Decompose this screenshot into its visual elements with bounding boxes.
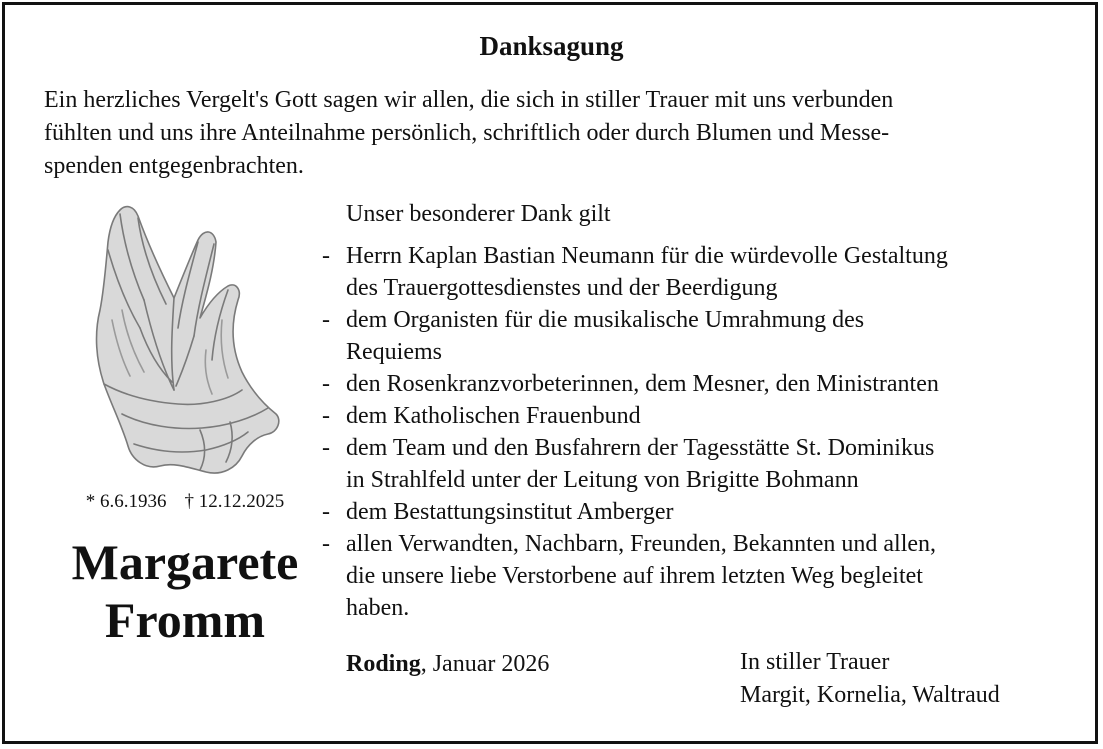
mourners-block [740, 646, 1000, 712]
list-item-line: die unsere liebe Verstorbene auf ihrem letzten Weg begleitet [346, 563, 923, 589]
thanks-lead: Unser besonderer Dank gilt [346, 201, 611, 227]
intro-line: fühlten und uns ihre Anteilnahme persönlich, schriftlich oder durch Blumen und Messe- [44, 120, 890, 146]
life-dates [40, 490, 330, 514]
list-item [322, 240, 948, 304]
first-name: Margarete [71, 534, 299, 590]
list-item-line: dem Bestattungsinstitut Amberger [346, 499, 674, 525]
birth-date: * 6.6.1936 [85, 491, 167, 512]
place-name: Roding [346, 651, 421, 677]
notice-title: Danksagung [479, 31, 624, 61]
last-name: Fromm [104, 592, 266, 648]
praying-hands-icon [82, 200, 282, 480]
list-item-line: haben. [346, 595, 410, 621]
date-text: , Januar 2026 [420, 651, 550, 677]
list-item-line: in Strahlfeld unter der Leitung von Brigitte Bohmann [346, 467, 859, 493]
list-item-line: dem Organisten für die musikalische Umrahmung des [346, 307, 865, 333]
bullet-dash: - [322, 403, 330, 429]
list-item-line: dem Katholischen Frauenbund [346, 403, 641, 429]
bullet-dash: - [322, 435, 330, 461]
death-date: † 12.12.2025 [184, 491, 285, 512]
list-item [322, 400, 948, 432]
mourning-label: In stiller Trauer [740, 649, 890, 675]
thanks-list [322, 240, 948, 624]
bullet-dash: - [322, 499, 330, 525]
list-item-line: allen Verwandten, Nachbarn, Freunden, Bekannten und allen, [346, 531, 937, 557]
list-item [322, 528, 948, 624]
list-item-line: Herrn Kaplan Bastian Neumann für die würdevolle Gestaltung [346, 243, 948, 269]
bullet-dash: - [322, 243, 330, 269]
list-item-line: den Rosenkranzvorbeterinnen, dem Mesner, den Ministranten [346, 371, 939, 397]
bullet-dash: - [322, 371, 330, 397]
bullet-dash: - [322, 531, 330, 557]
list-item-line: Requiems [346, 339, 442, 365]
intro-line: Ein herzliches Vergelt's Gott sagen wir allen, die sich in stiller Trauer mit uns verbunden [44, 87, 894, 113]
deceased-name [30, 533, 340, 649]
intro-line: spenden entgegenbrachten. [44, 153, 304, 179]
list-item [322, 432, 948, 496]
list-item-line: dem Team und den Busfahrern der Tagesstätte St. Dominikus [346, 435, 935, 461]
list-item-line: des Trauergottesdienstes und der Beerdigung [346, 275, 778, 301]
list-item [322, 304, 948, 368]
mourner-names: Margit, Kornelia, Waltraud [740, 682, 1000, 708]
intro-text [44, 84, 1064, 183]
list-item [322, 496, 948, 528]
list-item [322, 368, 948, 400]
place-date [346, 648, 549, 680]
bullet-dash: - [322, 307, 330, 333]
